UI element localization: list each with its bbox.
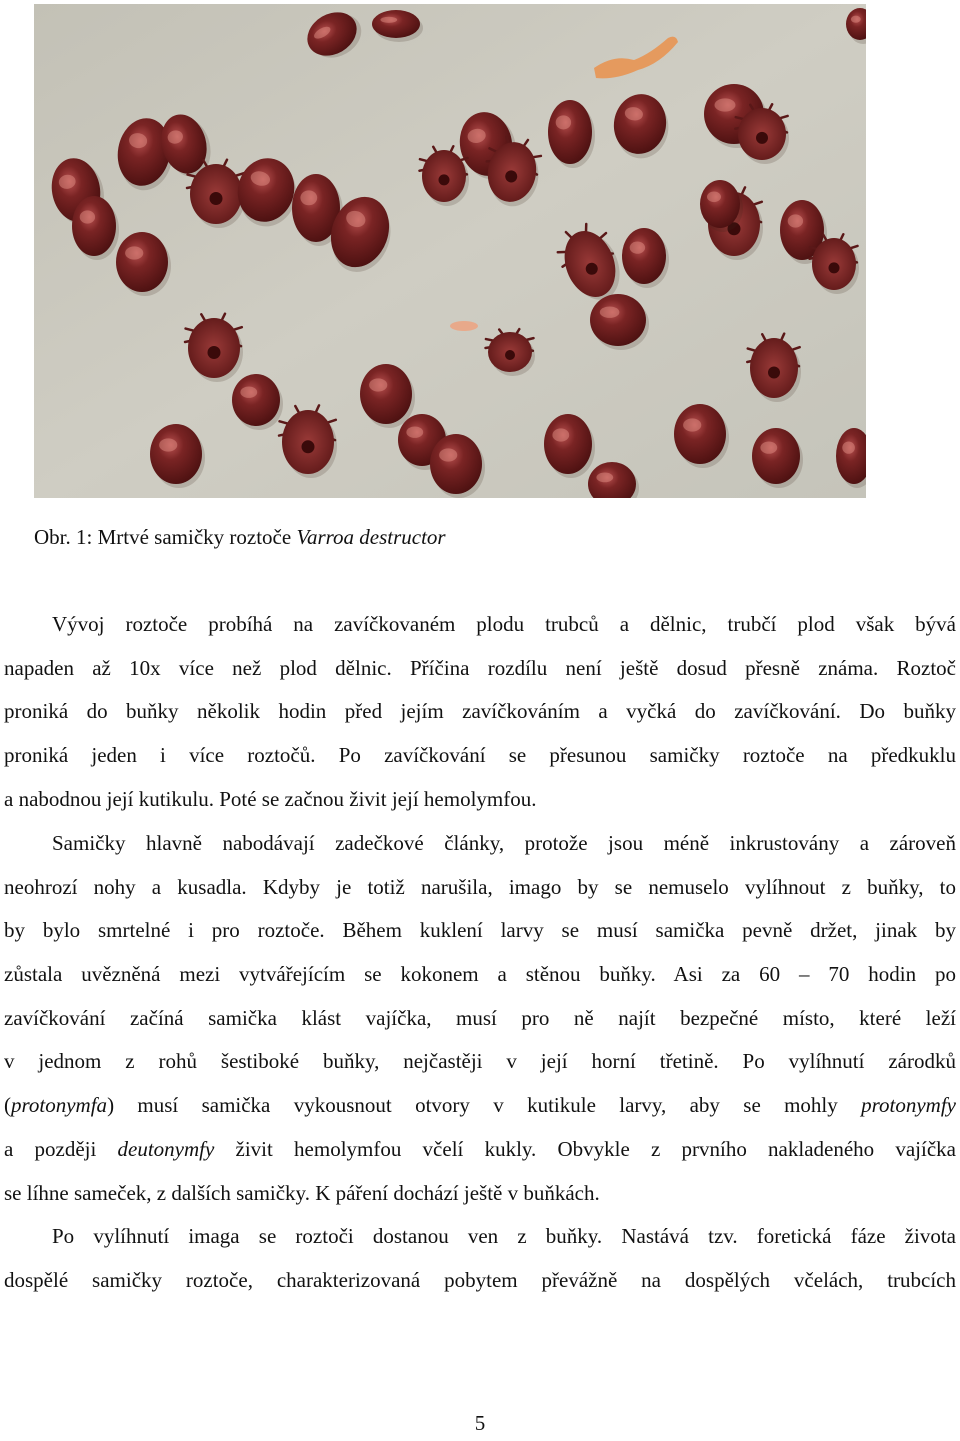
text-fragment: a později	[4, 1136, 118, 1161]
paragraph-line: se líhne sameček, z dalších samičky. K páření dochází ještě v buňkách.	[4, 1180, 600, 1205]
paragraph-line: zůstala uvězněná mezi vytvářejícím se kokonem a stěnou buňky. Asi za 60 – 70 hodin po	[4, 962, 956, 987]
paragraph-2	[4, 822, 956, 1215]
paragraph-line: by bylo smrtelné i pro roztoče. Během kuklení larvy se musí samička pevně držet, jinak by	[4, 918, 956, 943]
paragraph-line: neohrozí nohy a kusadla. Kdyby je totiž narušila, imago by se nemuselo vylíhnout z buňky, to	[4, 874, 956, 899]
paragraph-line: Po vylíhnutí imaga se roztoči dostanou ven z buňky. Nastává tzv. foretická fáze života	[52, 1224, 956, 1248]
paragraph-line: v jednom z rohů šestiboké buňky, nejčastěji v její horní třetině. Po vylíhnutí zárodků	[4, 1049, 956, 1074]
paragraph-line: dospělé samičky roztoče, charakterizovaná pobytem převážně na dospělých včelách, trubcích	[4, 1267, 956, 1292]
larva	[450, 321, 478, 331]
paragraph-line: zavíčkování začíná samička klást vajíčka, musí pro ně najít bezpečné místo, které leží	[4, 1005, 956, 1030]
paragraph-3	[4, 1215, 956, 1302]
paragraph-line: a nabodnou její kutikulu. Poté se začnou živit její hemolymfou.	[4, 786, 537, 811]
paragraph-1	[4, 603, 956, 821]
page-number: 5	[474, 1411, 486, 1435]
paragraph-line	[4, 1128, 956, 1172]
paragraph-line: Vývoj roztoče probíhá na zavíčkovaném plodu trubců a dělnic, trubčí plod však bývá	[52, 612, 956, 636]
paragraph-line: proniká do buňky několik hodin před jejím zavíčkováním a vyčká do zavíčkování. Do buňky	[4, 699, 956, 724]
term-deutonymfy: deutonymfy	[117, 1136, 215, 1161]
term-protonymfy: protonymfy	[861, 1093, 956, 1118]
paragraph-line: napaden až 10x více než plod dělnic. Příčina rozdílu není ještě dosud přesně známa. Roztoč	[4, 655, 956, 680]
text-fragment: ) musí samička vykousnout otvory v kutikule larvy, aby se mohly	[107, 1093, 862, 1118]
text-fragment: živit hemolymfou včelí kukly. Obvykle z prvního nakladeného vajíčka	[214, 1136, 956, 1161]
text-fragment: (	[4, 1093, 11, 1118]
paragraph-line	[4, 1084, 956, 1128]
paragraph-line: Samičky hlavně nabodávají zadečkové články, protože jsou méně inkrustovány a zároveň	[52, 831, 956, 855]
varroa-mites-photo	[34, 4, 866, 498]
caption-species: Varroa destructor	[296, 525, 446, 549]
term-protonymfa: protonymfa	[11, 1093, 108, 1118]
figure-caption	[34, 520, 446, 554]
paragraph-line: proniká jeden i více roztočů. Po zavíčkování se přesunou samičky roztoče na předkuklu	[4, 743, 956, 768]
caption-prefix: Obr. 1: Mrtvé samičky roztoče	[34, 525, 297, 549]
